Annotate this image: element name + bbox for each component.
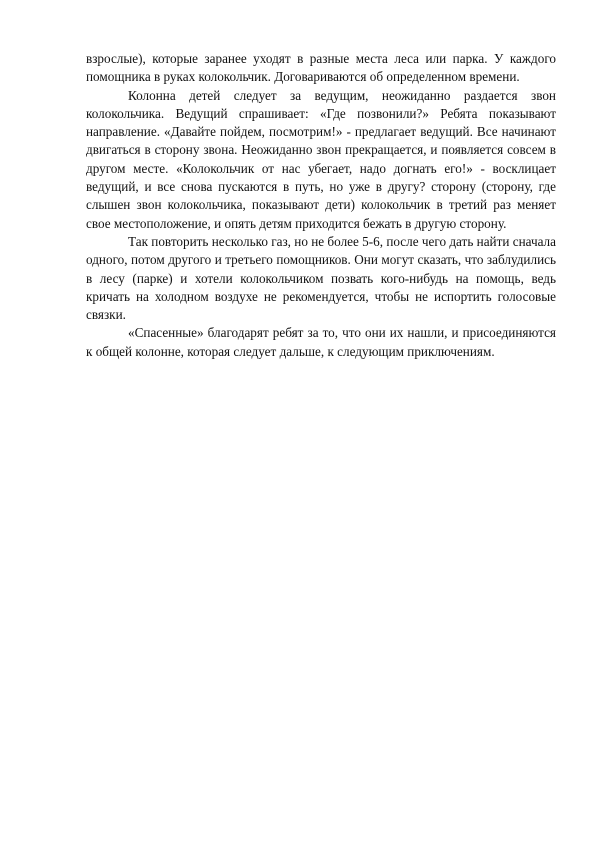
paragraph-repeat-instructions: Так повторить несколько газ, но не более 5-6, после чего дать найти сначала одного, потом другого и третьего помощников. Они могут сказать, что заблудились в лесу (парке) и хотели колокольчиком позвать кого-нибудь на помощь, ведь кричать на холодном воздухе не рекомендуется, чтобы не испортить голосовые связки. bbox=[86, 233, 556, 323]
paragraph-continuation: взрослые), которые заранее уходят в разные места леса или парка. У каждого помощника в руках колокольчик. Договариваются об определенном времени. bbox=[86, 51, 556, 85]
document-body bbox=[86, 50, 556, 361]
paragraph-rescued-thanks: «Спасенные» благодарят ребят за то, что они их нашли, и присоединяются к общей колонне, которая следует дальше, к следующим приключениям. bbox=[86, 325, 556, 359]
paragraph-bell-game: Колонна детей следует за ведущим, неожиданно раздается звон колокольчика. Ведущий спрашивает: «Где позвонили?» Ребята показывают направление. «Давайте пойдем, посмотрим!» - предлагает ведущий. Все начинают двигаться в сторону звона. Неожиданно звон прекращается, и появляется совсем в другом месте. «Колокольчик от нас убегает, надо догнать его!» - восклицает ведущий, и все снова пускаются в путь, но уже в другу? сторону (сторону, где слышен звон колокольчика, показывают дети) колокольчик в третий раз меняет свое местоположение, и опять детям приходится бежать в другую сторону. bbox=[86, 87, 556, 231]
